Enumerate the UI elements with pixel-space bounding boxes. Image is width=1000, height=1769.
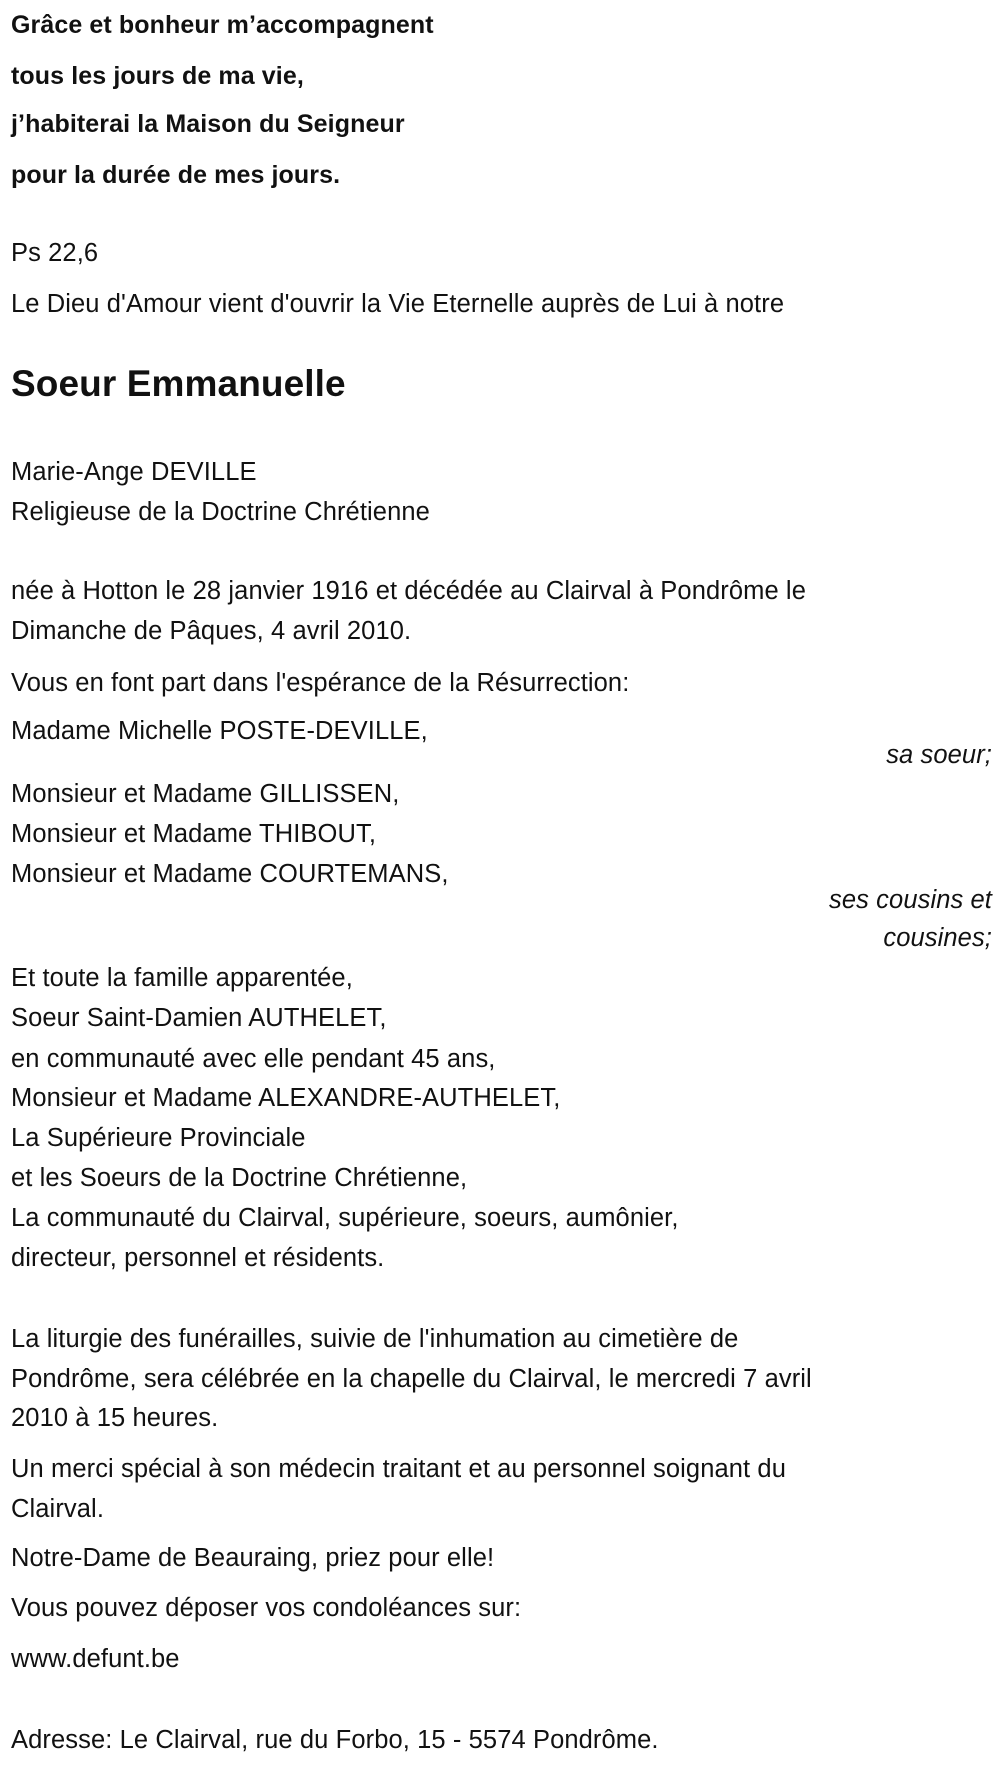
intro-text: Le Dieu d'Amour vient d'ouvrir la Vie Eternelle auprès de Lui à notre bbox=[11, 290, 785, 318]
birth-death-line: Dimanche de Pâques, 4 avril 2010. bbox=[11, 617, 412, 645]
address: Adresse: Le Clairval, rue du Forbo, 15 - 5574 Pondrôme. bbox=[11, 1726, 659, 1754]
civil-name: Marie-Ange DEVILLE bbox=[11, 458, 257, 486]
religious-order: Religieuse de la Doctrine Chrétienne bbox=[11, 498, 430, 526]
family-other: et les Soeurs de la Doctrine Chrétienne, bbox=[11, 1164, 468, 1192]
family-cousin: Monsieur et Madame COURTEMANS, bbox=[11, 860, 449, 888]
verse-line: pour la durée de mes jours. bbox=[11, 161, 341, 189]
family-other: Et toute la famille apparentée, bbox=[11, 964, 353, 992]
family-other: La Supérieure Provinciale bbox=[11, 1124, 306, 1152]
condolences-link[interactable]: www.defunt.be bbox=[11, 1645, 180, 1673]
thanks-line: Un merci spécial à son médecin traitant et au personnel soignant du bbox=[11, 1455, 786, 1483]
relation-label: cousines; bbox=[883, 924, 992, 952]
verse-line: Grâce et bonheur m’accompagnent bbox=[11, 11, 434, 39]
family-cousin: Monsieur et Madame THIBOUT, bbox=[11, 820, 377, 848]
family-other: directeur, personnel et résidents. bbox=[11, 1244, 385, 1272]
funeral-line: 2010 à 15 heures. bbox=[11, 1404, 219, 1432]
family-other: La communauté du Clairval, supérieure, soeurs, aumônier, bbox=[11, 1204, 679, 1232]
family-other: en communauté avec elle pendant 45 ans, bbox=[11, 1045, 496, 1073]
family-other: Monsieur et Madame ALEXANDRE-AUTHELET, bbox=[11, 1084, 561, 1112]
family-cousin: Monsieur et Madame GILLISSEN, bbox=[11, 780, 400, 808]
deceased-name: Soeur Emmanuelle bbox=[11, 363, 346, 404]
birth-death-line: née à Hotton le 28 janvier 1916 et décédée au Clairval à Pondrôme le bbox=[11, 577, 806, 605]
funeral-line: La liturgie des funérailles, suivie de l'inhumation au cimetière de bbox=[11, 1325, 739, 1353]
verse-reference: Ps 22,6 bbox=[11, 239, 99, 267]
verse-line: tous les jours de ma vie, bbox=[11, 62, 304, 90]
funeral-line: Pondrôme, sera célébrée en la chapelle du Clairval, le mercredi 7 avril bbox=[11, 1365, 812, 1393]
verse-line: j’habiterai la Maison du Seigneur bbox=[11, 110, 405, 138]
thanks-line: Clairval. bbox=[11, 1495, 105, 1523]
prayer: Notre-Dame de Beauraing, priez pour elle! bbox=[11, 1544, 495, 1572]
announcement: Vous en font part dans l'espérance de la Résurrection: bbox=[11, 669, 630, 697]
family-sister: Madame Michelle POSTE-DEVILLE, bbox=[11, 717, 428, 745]
relation-label: ses cousins et bbox=[829, 886, 992, 914]
condolences-label: Vous pouvez déposer vos condoléances sur: bbox=[11, 1594, 522, 1622]
family-other: Soeur Saint-Damien AUTHELET, bbox=[11, 1004, 387, 1032]
relation-label: sa soeur; bbox=[886, 741, 992, 769]
